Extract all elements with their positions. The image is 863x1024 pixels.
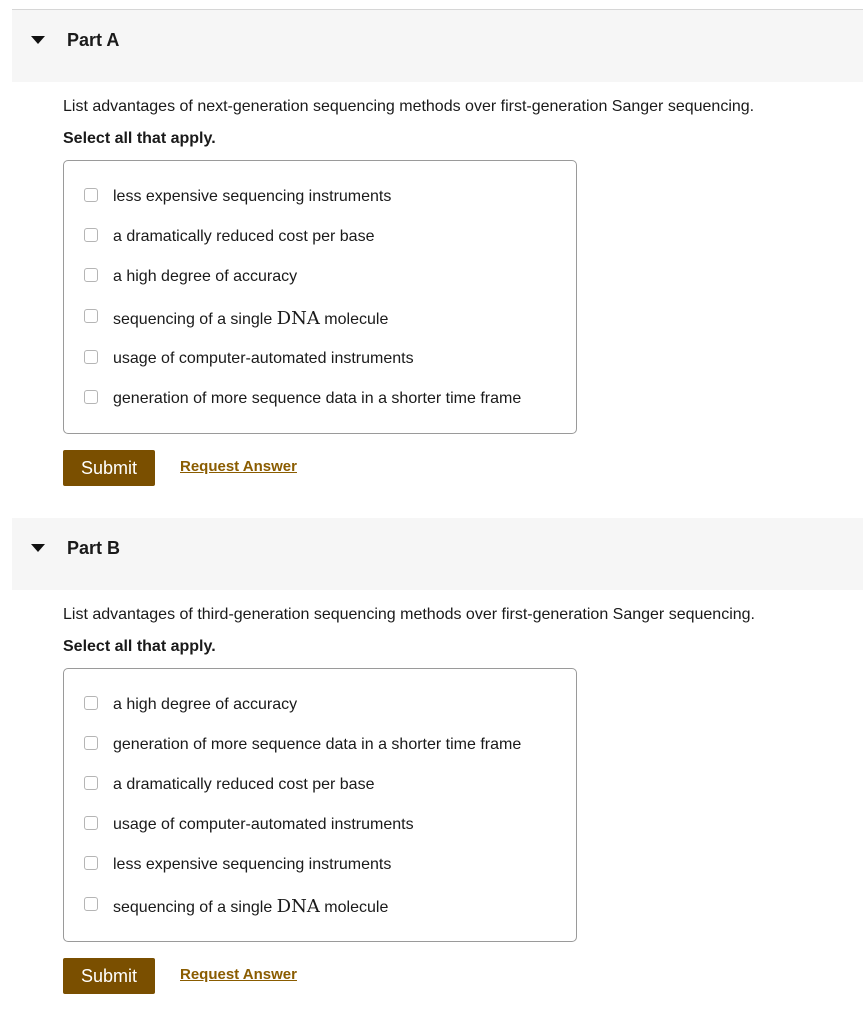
option-item[interactable]: [84, 853, 391, 877]
checkbox[interactable]: [84, 696, 98, 710]
option-item[interactable]: [84, 733, 521, 757]
checkbox[interactable]: [84, 350, 98, 364]
dna-term: DNA: [276, 895, 320, 917]
question-text: List advantages of third-generation sequencing methods over first-generation Sanger sequencing.: [63, 606, 755, 623]
instruction-text: Select all that apply.: [63, 638, 216, 655]
option-label: a dramatically reduced cost per base: [113, 776, 375, 793]
option-label: sequencing of a single DNA molecule: [113, 307, 389, 329]
part-title: Part B: [67, 538, 121, 558]
dna-term: DNA: [276, 307, 320, 329]
option-item[interactable]: [84, 225, 374, 249]
option-label: sequencing of a single DNA molecule: [113, 895, 389, 917]
part-b-header[interactable]: [12, 518, 863, 590]
checkbox[interactable]: [84, 228, 98, 242]
option-label: a high degree of accuracy: [113, 696, 298, 713]
option-label: usage of computer-automated instruments: [113, 350, 414, 367]
submit-button[interactable]: Submit: [63, 958, 155, 994]
option-label: less expensive sequencing instruments: [113, 188, 392, 205]
checkbox[interactable]: [84, 816, 98, 830]
checkbox[interactable]: [84, 268, 98, 282]
option-item[interactable]: [84, 347, 414, 371]
option-item[interactable]: [84, 185, 391, 209]
part-title: Part A: [67, 30, 120, 50]
option-label: generation of more sequence data in a shorter time frame: [113, 390, 522, 407]
checkbox[interactable]: [84, 390, 98, 404]
collapse-caret-icon[interactable]: [31, 36, 45, 44]
checkbox[interactable]: [84, 736, 98, 750]
option-item[interactable]: [84, 894, 388, 918]
option-label: a dramatically reduced cost per base: [113, 228, 375, 245]
option-label: usage of computer-automated instruments: [113, 816, 414, 833]
option-item[interactable]: [84, 306, 388, 330]
option-label: generation of more sequence data in a shorter time frame: [113, 736, 522, 753]
checkbox[interactable]: [84, 897, 98, 911]
submit-button[interactable]: Submit: [63, 450, 155, 486]
part-a-header[interactable]: [12, 10, 863, 82]
option-label: less expensive sequencing instruments: [113, 856, 392, 873]
checkbox[interactable]: [84, 856, 98, 870]
option-item[interactable]: [84, 387, 521, 411]
question-text: List advantages of next-generation sequencing methods over first-generation Sanger sequencing.: [63, 98, 755, 115]
request-answer-link[interactable]: Request Answer: [180, 458, 297, 475]
checkbox[interactable]: [84, 309, 98, 323]
checkbox[interactable]: [84, 188, 98, 202]
checkbox[interactable]: [84, 776, 98, 790]
option-item[interactable]: [84, 773, 374, 797]
request-answer-link[interactable]: Request Answer: [180, 966, 297, 983]
collapse-caret-icon[interactable]: [31, 544, 45, 552]
option-item[interactable]: [84, 265, 297, 289]
instruction-text: Select all that apply.: [63, 130, 216, 147]
option-item[interactable]: [84, 813, 414, 837]
options-box: [63, 668, 577, 942]
option-label: a high degree of accuracy: [113, 268, 298, 285]
options-box: [63, 160, 577, 434]
option-item[interactable]: [84, 693, 297, 717]
